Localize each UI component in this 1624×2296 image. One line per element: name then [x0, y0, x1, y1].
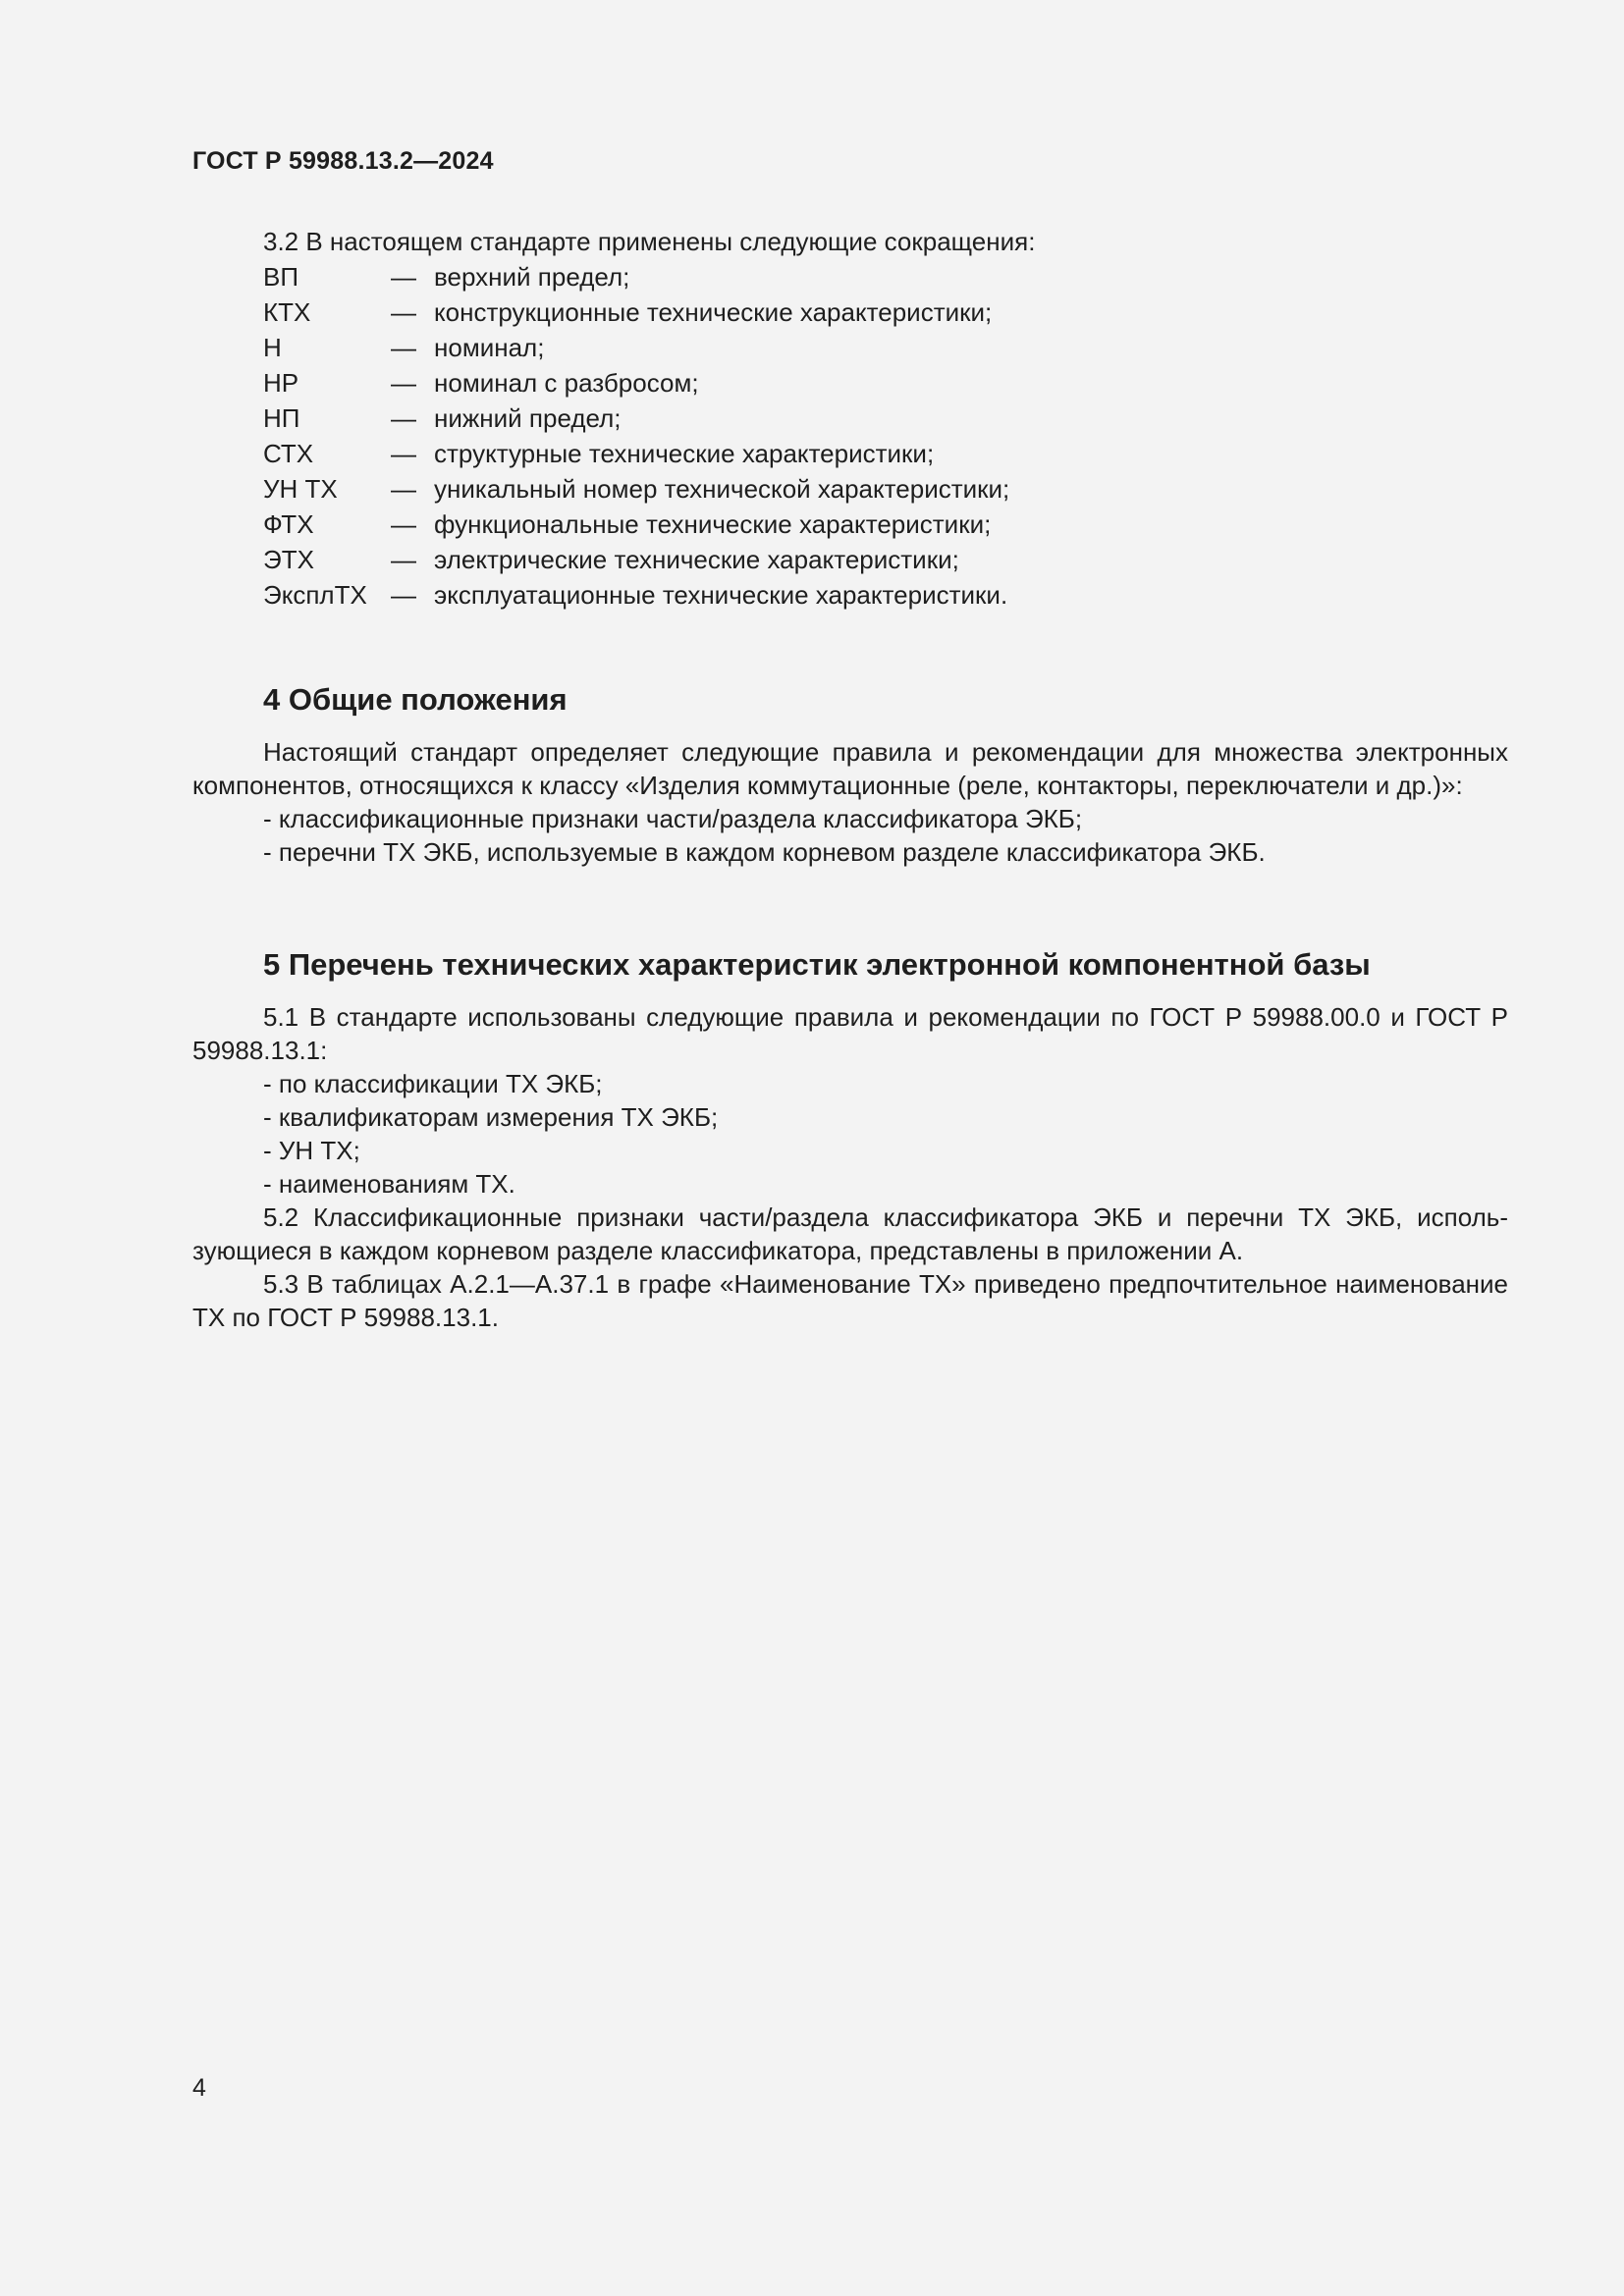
abbreviation-dash: — — [391, 509, 416, 539]
list-item: - квалификаторам измерения ТХ ЭКБ; — [263, 1102, 719, 1132]
abbreviation-row — [192, 330, 1508, 365]
list-item: - перечни ТХ ЭКБ, используемые в каждом корневом разделе классификатора ЭКБ. — [263, 837, 1266, 867]
abbreviation: НР — [263, 368, 299, 398]
abbreviation-meaning: нижний предел; — [434, 403, 622, 433]
abbreviation: ВП — [263, 262, 299, 292]
paragraph-5-1: 5.1 В стандарте использованы следующие правила и рекомендации по ГОСТ Р 59988.00.0 и ГОСТ Р 59988.13.1: — [192, 1002, 1508, 1065]
abbreviation: ФТХ — [263, 509, 314, 539]
section-5 — [192, 947, 1508, 1334]
paragraph-5-3: 5.3 В таблицах А.2.1—А.37.1 в графе «Наименование ТХ» приведено предпочтительное наименование ТХ по ГОСТ Р 59988.13.1. — [192, 1269, 1508, 1332]
document-header: ГОСТ Р 59988.13.2—2024 — [192, 147, 494, 175]
abbreviation-row — [192, 436, 1508, 471]
abbreviation-meaning: верхний предел; — [434, 262, 630, 292]
abbreviation-meaning: уникальный номер технической характеристики; — [434, 474, 1010, 504]
abbreviation: НП — [263, 403, 300, 433]
abbreviation: Н — [263, 333, 282, 362]
abbreviation-row — [192, 471, 1508, 507]
abbreviation-row — [192, 294, 1508, 330]
abbreviation: ЭксплТХ — [263, 580, 367, 610]
abbreviation-row — [192, 400, 1508, 436]
abbreviation-dash: — — [391, 580, 416, 610]
abbreviation-dash: — — [391, 403, 416, 433]
paragraph-5-2: 5.2 Классификационные признаки части/раздела классификатора ЭКБ и перечни ТХ ЭКБ, использующиеся в каждом корневом разделе классификатора, представлены в приложении А. — [192, 1202, 1508, 1265]
abbreviation-meaning: функциональные технические характеристики; — [434, 509, 992, 539]
abbreviations-intro: 3.2 В настоящем стандарте применены следующие сокращения: — [263, 227, 1036, 256]
abbreviation-meaning: номинал; — [434, 333, 545, 362]
abbreviation-meaning: конструкционные технические характеристики; — [434, 297, 993, 327]
abbreviation-row — [192, 507, 1508, 542]
abbreviation-row — [192, 577, 1508, 613]
section-4-paragraph: Настоящий стандарт определяет следующие правила и рекомендации для множества электронных компонентов, относящихся к классу «Изделия коммутационные (реле, контакторы, переключатели и др.)»: — [192, 737, 1508, 800]
abbreviation-dash: — — [391, 368, 416, 398]
abbreviation: УН ТХ — [263, 474, 338, 504]
abbreviation-meaning: структурные технические характеристики; — [434, 439, 935, 468]
abbreviation-dash: — — [391, 333, 416, 362]
list-item: - наименованиям ТХ. — [263, 1169, 515, 1199]
abbreviation: СТХ — [263, 439, 314, 468]
section-3-2 — [192, 224, 1508, 613]
section-5-heading: 5 Перечень технических характеристик электронной компонентной базы — [263, 947, 1371, 982]
list-item: - УН ТХ; — [263, 1136, 360, 1165]
abbreviation-meaning: эксплуатационные технические характеристики. — [434, 580, 1008, 610]
section-4 — [192, 682, 1508, 869]
section-4-heading: 4 Общие положения — [263, 682, 568, 717]
abbreviation-dash: — — [391, 545, 416, 574]
abbreviation: ЭТХ — [263, 545, 314, 574]
abbreviation-dash: — — [391, 474, 416, 504]
abbreviation-meaning: номинал с разбросом; — [434, 368, 699, 398]
abbreviation-dash: — — [391, 439, 416, 468]
list-item: - по классификации ТХ ЭКБ; — [263, 1069, 603, 1098]
abbreviation-meaning: электрические технические характеристики; — [434, 545, 959, 574]
abbreviation-row — [192, 259, 1508, 294]
page-number: 4 — [192, 2074, 206, 2102]
abbreviation-row — [192, 365, 1508, 400]
abbreviation-dash: — — [391, 297, 416, 327]
abbreviations-list — [192, 259, 1508, 613]
abbreviation-dash: — — [391, 262, 416, 292]
abbreviation: КТХ — [263, 297, 311, 327]
list-item: - классификационные признаки части/раздела классификатора ЭКБ; — [263, 804, 1083, 833]
abbreviation-row — [192, 542, 1508, 577]
